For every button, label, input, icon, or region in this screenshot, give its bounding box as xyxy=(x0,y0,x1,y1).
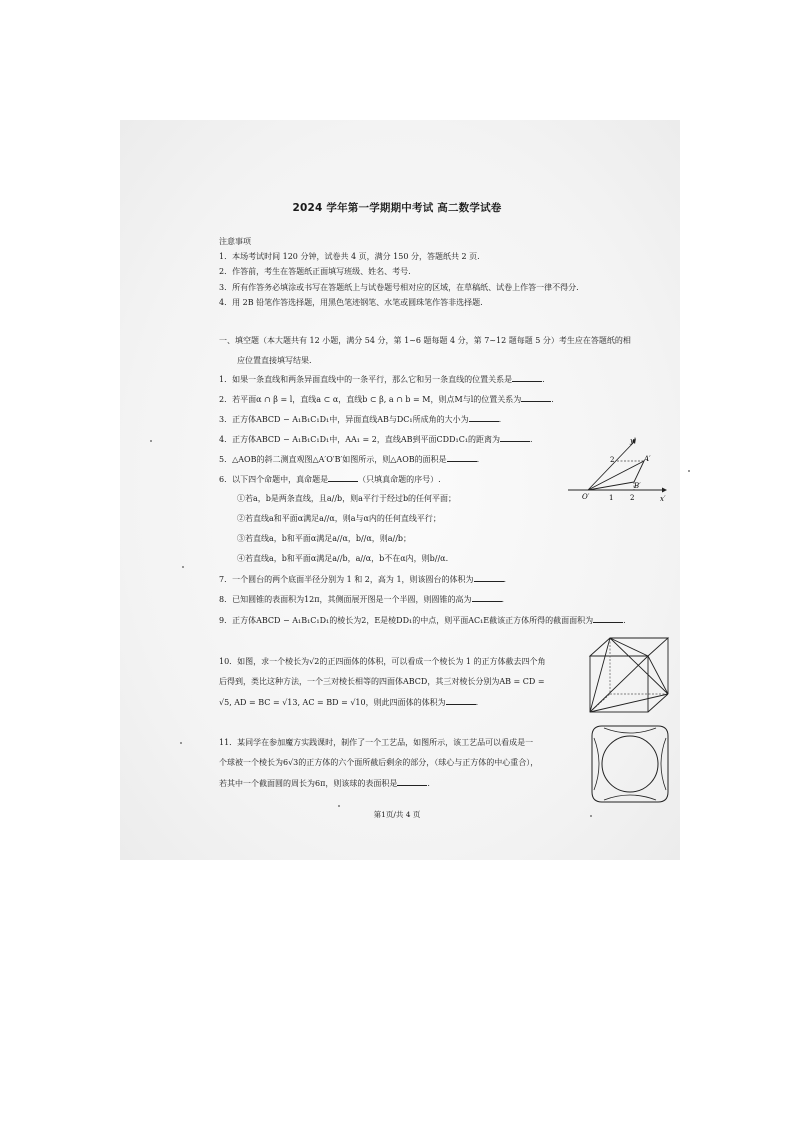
question-4: 4．正方体ABCD − A₁B₁C₁D₁中，AA₁ = 2，直线AB到平面CDD₁C₁的距离为 . xyxy=(219,435,533,444)
answer-blank[interactable] xyxy=(446,696,476,705)
x-axis-arrow-icon xyxy=(662,488,667,493)
q10-cube-tetrahedron-figure xyxy=(586,634,672,716)
label-y: y′ xyxy=(630,437,636,445)
label-b: B′ xyxy=(634,482,641,490)
scan-speck xyxy=(338,805,340,807)
question-2: 2．若平面α ∩ β = l，直线a ⊂ α，直线b ⊂ β, a ∩ b = M，则点M与l的位置关系为 . xyxy=(219,395,554,404)
q6-option-1: ①若a，b是两条直线，且a//b，则a平行于经过b的任何平面； xyxy=(237,494,457,503)
notice-item: 2．作答前，考生在答题纸正面填写班级、姓名、考号. xyxy=(219,267,411,276)
tetra-edge xyxy=(590,638,610,712)
page-footer: 第1页/共 4 页 xyxy=(373,810,421,819)
scan-speck xyxy=(688,470,690,472)
answer-blank[interactable] xyxy=(328,473,358,482)
notice-item: 1．本场考试时间 120 分钟，试卷共 4 页，满分 150 分，答题纸共 2 页. xyxy=(219,252,480,261)
scan-speck xyxy=(590,815,592,817)
exam-title: 2024 学年第一学期期中考试 高二数学试卷 xyxy=(292,202,502,214)
q6-option-4: ④若直线a，b和平面α满足a//b，a//α，b不在α内，则b//α. xyxy=(237,554,449,563)
answer-blank[interactable] xyxy=(469,413,499,422)
section-heading: 一、填空题（本大题共有 12 小题，满分 54 分，第 1~6 题每题 4 分，第 7~12 题每题 5 分）考生应在答题纸的相 xyxy=(219,336,631,345)
tetra-edge xyxy=(590,694,668,712)
notice-heading: 注意事项 xyxy=(219,237,251,246)
section-heading-cont: 应位置直接填写结果. xyxy=(237,356,312,365)
tick-x-1: 1 xyxy=(609,494,614,502)
question-10-line-1: 10．如图，求一个棱长为√2的正四面体的体积，可以看成一个棱长为 1 的正方体截去四个角 xyxy=(219,657,546,666)
question-3: 3．正方体ABCD − A₁B₁C₁D₁中，异面直线AB与DC₁所成角的大小为 . xyxy=(219,415,502,424)
label-x: x′ xyxy=(660,495,666,503)
label-a: A′ xyxy=(644,455,651,463)
answer-blank[interactable] xyxy=(397,777,427,786)
answer-blank[interactable] xyxy=(521,393,551,402)
q6-option-2: ②若直线a和平面α满足a//α，则a与α内的任何直线平行； xyxy=(237,514,441,523)
q11-cut-sphere-figure xyxy=(588,722,672,806)
question-11-line-3: 若其中一个截面圆的周长为6π，则该球的表面积是 . xyxy=(219,779,430,788)
answer-blank[interactable] xyxy=(474,573,504,582)
question-10-line-2: 后得到，类比这种方法，一个三对棱长相等的四面体ABCD，其三对棱长分别为AB = CD = xyxy=(219,677,545,686)
segment-a-b xyxy=(634,461,644,482)
question-6: 6．以下四个命题中，真命题是 （只填真命题的序号）. xyxy=(219,475,441,484)
answer-blank[interactable] xyxy=(472,593,502,602)
question-9: 9．正方体ABCD − A₁B₁C₁D₁的棱长为2，E是棱DD₁的中点，则平面AC₁E截该正方体所得的截面面积为 . xyxy=(219,616,626,625)
tetra-edge xyxy=(590,656,648,712)
bottom-section-arc xyxy=(604,795,656,800)
notice-item: 4．用 2B 铅笔作答选择题，用黑色笔迹钢笔、水笔或圆珠笔作答非选择题. xyxy=(219,298,483,307)
tick-y-2: 2 xyxy=(610,456,615,464)
answer-blank[interactable] xyxy=(512,373,542,382)
question-11-line-2: 个球被一个棱长为6√3的正方体的六个面所截后剩余的部分，（球心与正方体的中心重合）， xyxy=(219,758,539,767)
left-section-arc xyxy=(594,738,599,790)
tick-x-2: 2 xyxy=(630,494,635,502)
answer-blank[interactable] xyxy=(593,614,623,623)
scan-speck xyxy=(182,566,184,568)
q5-oblique-figure xyxy=(566,434,670,506)
answer-blank[interactable] xyxy=(500,433,530,442)
question-11-line-1: 11．某同学在参加魔方实践课时，制作了一个工艺品，如图所示，该工艺品可以看成是一 xyxy=(219,738,534,747)
question-8: 8．已知圆锥的表面积为12π，其侧面展开图是一个半圆，则圆锥的高为 . xyxy=(219,595,505,604)
craft-outline xyxy=(592,726,668,802)
right-section-arc xyxy=(661,738,666,790)
answer-blank[interactable] xyxy=(447,453,477,462)
top-section-arc xyxy=(604,728,656,733)
label-origin: O′ xyxy=(582,493,590,501)
tetra-edge xyxy=(610,638,648,656)
q6-option-3: ③若直线a，b和平面α满足a//α，b//α，则a//b； xyxy=(237,534,412,543)
question-1: 1．如果一条直线和两条异面直线中的一条平行，那么它和另一条直线的位置关系是 . xyxy=(219,375,545,384)
question-7: 7．一个圆台的两个底面半径分别为 1 和 2，高为 1，则该圆台的体积为 . xyxy=(219,575,507,584)
front-section-circle xyxy=(602,736,658,792)
question-10-line-3: √5, AD = BC = √13, AC = BD = √10，则此四面体的体积为 . xyxy=(219,698,479,707)
notice-item: 3．所有作答务必填涂或书写在答题纸上与试卷题号相对应的区域，在草稿纸、试卷上作答一律不得分. xyxy=(219,283,579,292)
scan-speck xyxy=(180,742,182,744)
tetra-edge xyxy=(648,656,668,694)
scan-speck xyxy=(150,440,152,442)
question-5: 5．△AOB的斜二测直观图△A′O′B′如图所示，则△AOB的面积是 . xyxy=(219,455,480,464)
